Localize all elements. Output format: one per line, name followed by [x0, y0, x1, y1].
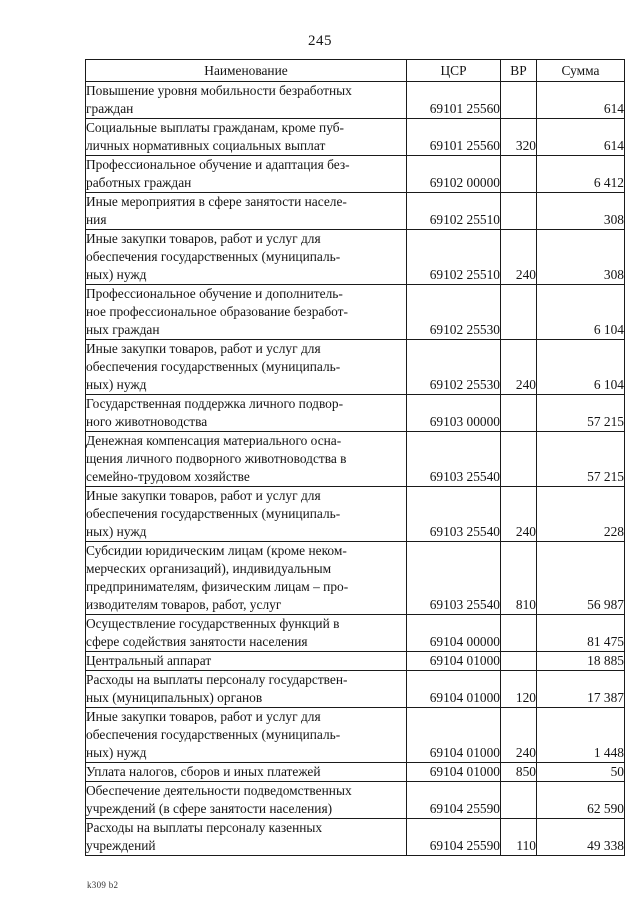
header-name: Наименование [86, 60, 407, 82]
row-name: Повышение уровня мобильности безработных граждан [86, 82, 407, 119]
row-sum: 57 215 [537, 395, 625, 432]
row-vr [501, 615, 537, 652]
row-vr [501, 782, 537, 819]
row-vr [501, 285, 537, 340]
row-csr: 69103 25540 [407, 487, 501, 542]
row-name: Расходы на выплаты персоналу государствен- ных (муниципальных) органов [86, 671, 407, 708]
row-name: Иные закупки товаров, работ и услуг для обеспечения государственных (муниципаль- ных) нужд [86, 230, 407, 285]
table-row [86, 542, 625, 615]
row-name: Иные закупки товаров, работ и услуг для обеспечения государственных (муниципаль- ных) нужд [86, 487, 407, 542]
row-sum: 308 [537, 193, 625, 230]
table-row [86, 708, 625, 763]
table-row [86, 395, 625, 432]
row-name: Профессиональное обучение и адаптация без- работных граждан [86, 156, 407, 193]
row-sum: 308 [537, 230, 625, 285]
row-name: Центральный аппарат [86, 652, 407, 671]
table-row [86, 285, 625, 340]
row-sum: 614 [537, 119, 625, 156]
table-row [86, 119, 625, 156]
row-name: Профессиональное обучение и дополнитель- ное профессиональное образование безработ- ных граждан [86, 285, 407, 340]
row-sum: 614 [537, 82, 625, 119]
row-sum: 1 448 [537, 708, 625, 763]
table-row [86, 763, 625, 782]
table-row [86, 230, 625, 285]
row-csr: 69103 25540 [407, 432, 501, 487]
row-sum: 6 412 [537, 156, 625, 193]
row-csr: 69104 01000 [407, 652, 501, 671]
row-csr: 69104 25590 [407, 819, 501, 856]
row-vr: 240 [501, 487, 537, 542]
row-csr: 69102 25510 [407, 193, 501, 230]
row-csr: 69104 01000 [407, 708, 501, 763]
row-vr: 810 [501, 542, 537, 615]
row-csr: 69103 00000 [407, 395, 501, 432]
header-sum: Сумма [537, 60, 625, 82]
row-sum: 62 590 [537, 782, 625, 819]
footer-code: k309 b2 [87, 880, 119, 890]
table-row [86, 615, 625, 652]
row-sum: 6 104 [537, 340, 625, 395]
row-name: Государственная поддержка личного подвор- ного животноводства [86, 395, 407, 432]
row-csr: 69104 25590 [407, 782, 501, 819]
row-sum: 6 104 [537, 285, 625, 340]
row-vr: 240 [501, 708, 537, 763]
header-vr: ВР [501, 60, 537, 82]
row-vr: 850 [501, 763, 537, 782]
row-vr: 240 [501, 340, 537, 395]
row-sum: 56 987 [537, 542, 625, 615]
row-csr: 69104 00000 [407, 615, 501, 652]
table-row [86, 432, 625, 487]
row-sum: 50 [537, 763, 625, 782]
row-sum: 18 885 [537, 652, 625, 671]
row-csr: 69104 01000 [407, 671, 501, 708]
row-sum: 81 475 [537, 615, 625, 652]
header-row [86, 60, 625, 82]
row-name: Субсидии юридическим лицам (кроме неком- мерческих организаций), индивидуальным предпринимателям, физическим лицам – про- изводителям товаров, работ, услуг [86, 542, 407, 615]
row-vr: 120 [501, 671, 537, 708]
table-header [86, 60, 625, 82]
page-number: 245 [308, 33, 332, 49]
row-vr: 240 [501, 230, 537, 285]
header-csr: ЦСР [407, 60, 501, 82]
row-sum: 17 387 [537, 671, 625, 708]
row-vr: 320 [501, 119, 537, 156]
table-row [86, 193, 625, 230]
row-vr [501, 82, 537, 119]
row-vr [501, 652, 537, 671]
row-csr: 69102 25510 [407, 230, 501, 285]
row-csr: 69103 25540 [407, 542, 501, 615]
row-csr: 69104 01000 [407, 763, 501, 782]
row-sum: 228 [537, 487, 625, 542]
table-row [86, 782, 625, 819]
table-row [86, 156, 625, 193]
row-name: Уплата налогов, сборов и иных платежей [86, 763, 407, 782]
row-vr [501, 432, 537, 487]
budget-table [85, 59, 625, 856]
row-csr: 69102 00000 [407, 156, 501, 193]
row-sum: 49 338 [537, 819, 625, 856]
row-csr: 69101 25560 [407, 119, 501, 156]
table-row [86, 819, 625, 856]
row-csr: 69102 25530 [407, 285, 501, 340]
row-vr [501, 156, 537, 193]
table-body [86, 82, 625, 856]
row-vr: 110 [501, 819, 537, 856]
row-name: Иные закупки товаров, работ и услуг для обеспечения государственных (муниципаль- ных) нужд [86, 708, 407, 763]
row-vr [501, 395, 537, 432]
row-name: Иные закупки товаров, работ и услуг для обеспечения государственных (муниципаль- ных) нужд [86, 340, 407, 395]
row-csr: 69101 25560 [407, 82, 501, 119]
table-row [86, 652, 625, 671]
table-row [86, 671, 625, 708]
row-csr: 69102 25530 [407, 340, 501, 395]
row-name: Иные мероприятия в сфере занятости населе- ния [86, 193, 407, 230]
row-name: Денежная компенсация материального осна- щения личного подворного животноводства в семейно-трудовом хозяйстве [86, 432, 407, 487]
table-row [86, 82, 625, 119]
row-name: Обеспечение деятельности подведомственных учреждений (в сфере занятости населения) [86, 782, 407, 819]
row-name: Осуществление государственных функций в сфере содействия занятости населения [86, 615, 407, 652]
row-sum: 57 215 [537, 432, 625, 487]
table-row [86, 487, 625, 542]
table-row [86, 340, 625, 395]
row-name: Расходы на выплаты персоналу казенных учреждений [86, 819, 407, 856]
row-name: Социальные выплаты гражданам, кроме пуб- личных нормативных социальных выплат [86, 119, 407, 156]
row-vr [501, 193, 537, 230]
